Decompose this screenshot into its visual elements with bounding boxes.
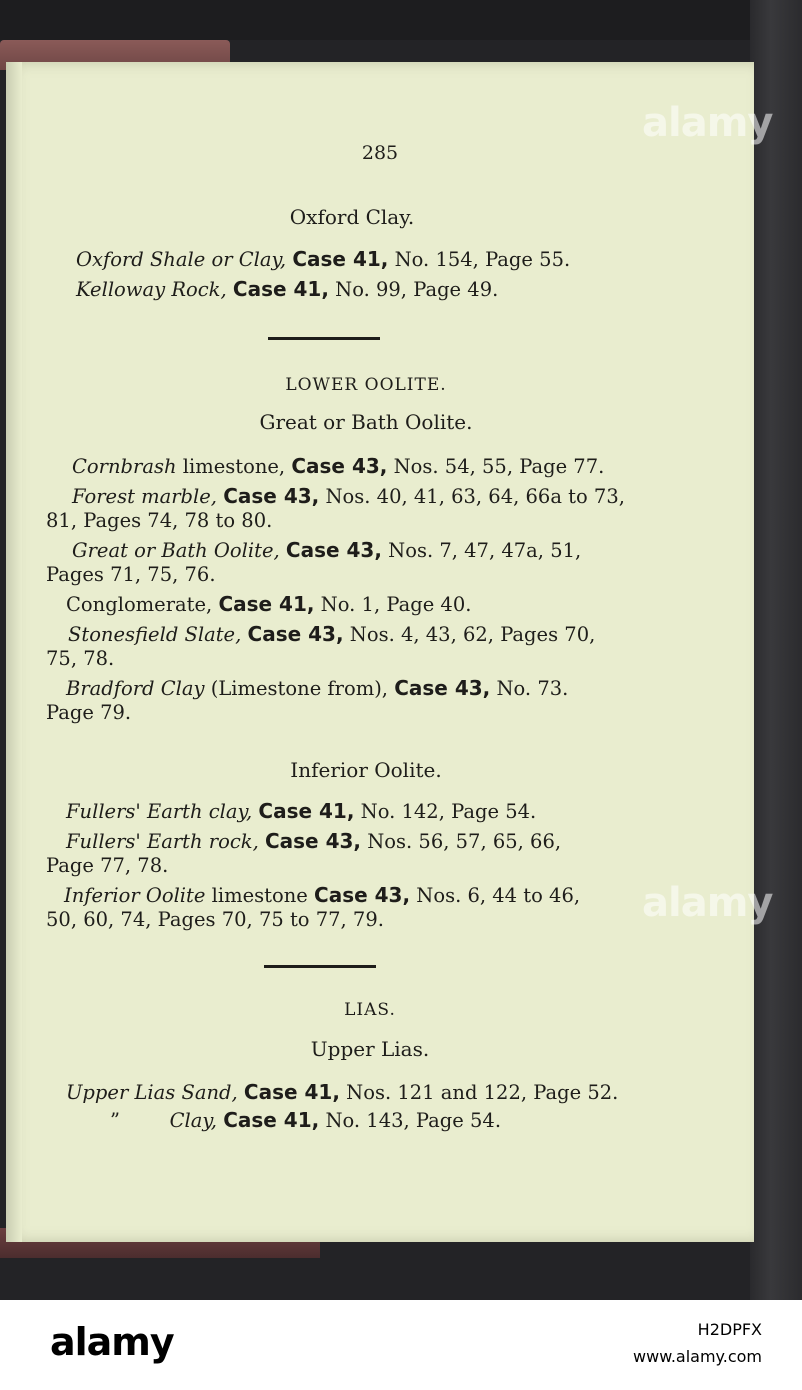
page-gutter (6, 62, 22, 1242)
entry-upper-lias-sand (66, 1080, 618, 1104)
entry-stonesfield-slate (68, 622, 595, 646)
case-label: Case 43, (394, 676, 491, 700)
entry-forest-marble-cont: 81, Pages 74, 78 to 80. (46, 509, 273, 532)
entry-conglomerate (66, 592, 471, 616)
entry-name: Forest marble, (72, 485, 218, 508)
entry-great-bath-oolite-cont: Pages 71, 75, 76. (46, 563, 216, 586)
book-page (6, 62, 754, 1242)
image-id-label: H2DPFX (697, 1320, 762, 1339)
entry-fullers-earth-clay (66, 799, 536, 823)
entry-oxford-shale (76, 247, 570, 271)
stock-url: www.alamy.com (633, 1347, 762, 1366)
entry-name: Fullers' Earth rock, (66, 830, 259, 853)
entry-inferior-oolite (64, 883, 580, 907)
case-label: Case 41, (223, 1108, 320, 1132)
ditto-mark: ” (110, 1109, 120, 1132)
entry-inferior-oolite-cont: 50, 60, 74, Pages 70, 75 to 77, 79. (46, 908, 384, 931)
entry-cornbrash (72, 454, 604, 478)
entry-name: Bradford Clay (66, 677, 205, 700)
entry-detail: Nos. 54, 55, Page 77. (387, 455, 605, 478)
entry-detail: Nos. 7, 47, 47a, 51, (381, 539, 582, 562)
case-label: Case 43, (314, 883, 411, 907)
case-label: Case 43, (264, 829, 362, 853)
entry-fullers-earth-rock (66, 829, 561, 853)
entry-detail: No. 143, Page 54. (319, 1109, 502, 1132)
entry-prefix: Conglomerate, (66, 593, 219, 616)
case-label: Case 43, (223, 484, 320, 508)
watermark-logo: alamy (642, 880, 773, 926)
entry-bradford-clay (66, 676, 568, 700)
entry-name: Fullers' Earth clay, (66, 800, 253, 823)
watermark-logo: alamy (642, 100, 773, 146)
entry-prefix: (Limestone from), (204, 677, 395, 700)
case-label: Case 41, (292, 247, 389, 271)
entry-kelloway-rock (76, 277, 498, 301)
entry-detail: Nos. 56, 57, 65, 66, (361, 830, 562, 853)
entry-fullers-earth-rock-cont: Page 77, 78. (46, 854, 169, 877)
book-edge (750, 0, 802, 1300)
entry-detail: Nos. 40, 41, 63, 64, 66a to 73, (319, 485, 625, 508)
entry-detail: Nos. 6, 44 to 46, (410, 884, 581, 907)
entry-prefix: limestone, (176, 455, 292, 478)
subheading-great-bath-oolite: Great or Bath Oolite. (259, 410, 473, 434)
case-label: Case 43, (285, 538, 382, 562)
entry-name: Upper Lias Sand, (66, 1081, 238, 1104)
entry-detail: No. 154, Page 55. (394, 248, 571, 271)
entry-name: Kelloway Rock, (76, 278, 227, 301)
subheading-inferior-oolite: Inferior Oolite. (290, 758, 442, 782)
page-number: 285 (361, 142, 399, 164)
case-label: Case 41, (243, 1080, 340, 1104)
case-label: Case 41, (218, 592, 315, 616)
entry-detail: Nos. 4, 43, 62, Pages 70, (343, 623, 596, 646)
entry-stonesfield-slate-cont: 75, 78. (46, 647, 115, 670)
entry-name: Clay, (169, 1109, 217, 1132)
entry-detail: No. 99, Page 49. (335, 278, 499, 301)
entry-prefix: limestone (205, 884, 315, 907)
entry-name: Oxford Shale or Clay, (76, 248, 287, 271)
section-heading-lias: LIAS. (344, 1000, 396, 1020)
entry-name: Stonesfield Slate, (68, 623, 242, 646)
entry-name: Cornbrash (72, 455, 177, 478)
entry-forest-marble (72, 484, 625, 508)
section-divider (264, 965, 376, 968)
case-label: Case 43, (247, 622, 344, 646)
section-heading-lower-oolite: LOWER OOLITE. (285, 375, 447, 395)
subheading-upper-lias: Upper Lias. (310, 1037, 430, 1061)
entry-detail: No. 73. (490, 677, 569, 700)
entry-detail: No. 142, Page 54. (354, 800, 537, 823)
entry-great-bath-oolite (72, 538, 581, 562)
entry-name: Great or Bath Oolite, (72, 539, 280, 562)
entry-bradford-clay-cont: Page 79. (46, 701, 132, 724)
stock-logo: alamy (50, 1320, 174, 1364)
section-divider (268, 337, 380, 340)
section-heading-oxford-clay: Oxford Clay. (289, 205, 415, 229)
entry-detail: Nos. 121 and 122, Page 52. (339, 1081, 619, 1104)
entry-detail: No. 1, Page 40. (314, 593, 472, 616)
case-label: Case 43, (291, 454, 388, 478)
entry-upper-lias-clay (110, 1108, 501, 1132)
case-label: Case 41, (232, 277, 329, 301)
case-label: Case 41, (258, 799, 355, 823)
entry-name: Inferior Oolite (64, 884, 206, 907)
